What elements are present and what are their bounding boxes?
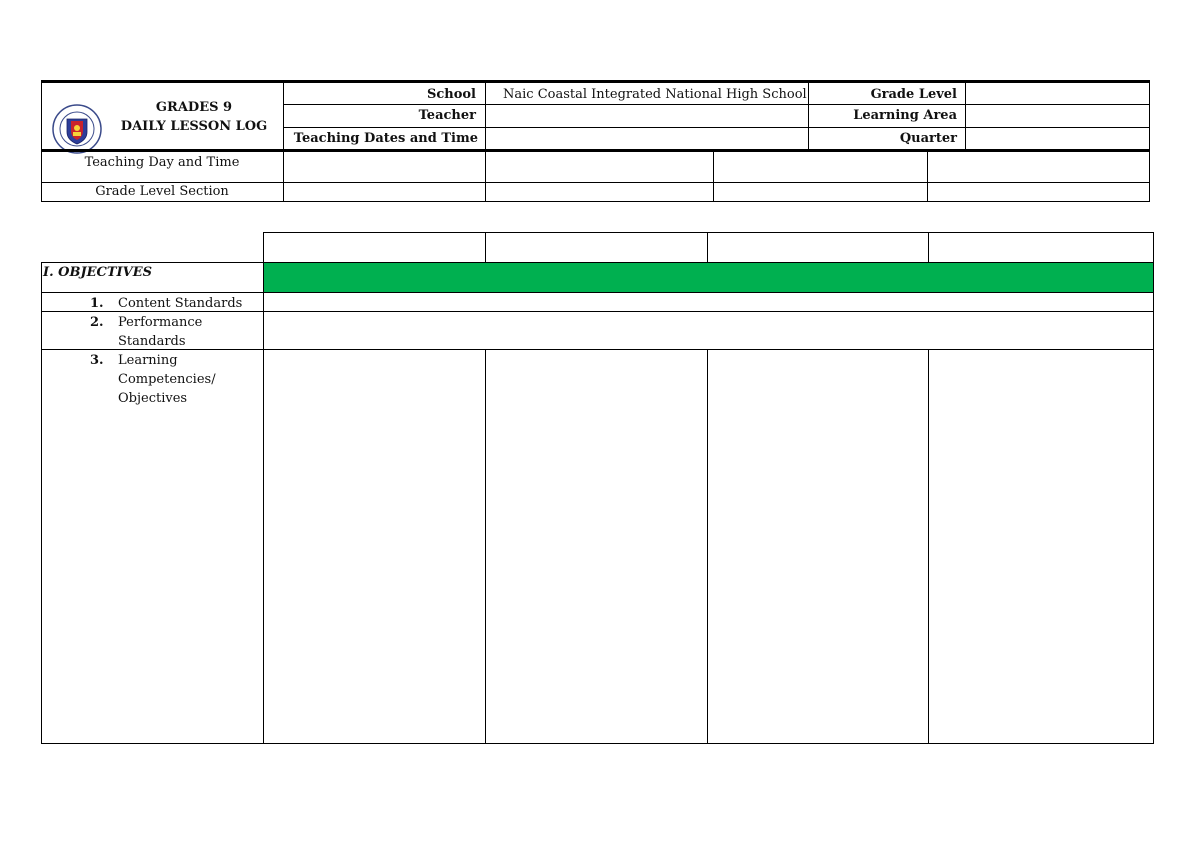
- objectives-color-bar: [264, 263, 1153, 292]
- title-grades: GRADES 9: [155, 100, 233, 115]
- school-label: School: [426, 87, 476, 102]
- grade-level-section-label: Grade Level Section: [95, 184, 229, 199]
- item-3-number: 3.: [90, 353, 104, 368]
- performance-standards-label-2: Standards: [118, 334, 186, 349]
- item-1-number: 1.: [90, 296, 104, 311]
- grade-level-label: Grade Level: [870, 87, 957, 102]
- teaching-day-time-label: Teaching Day and Time: [84, 155, 240, 170]
- quarter-label: Quarter: [899, 131, 957, 146]
- learning-competencies-label-1: Learning: [118, 353, 178, 368]
- objectives-heading: I. OBJECTIVES: [43, 265, 152, 280]
- school-value[interactable]: Naic Coastal Integrated National High School: [503, 87, 807, 102]
- learning-competencies-label-2: Competencies/: [118, 372, 216, 387]
- teaching-dates-label: Teaching Dates and Time: [293, 131, 478, 146]
- item-2-number: 2.: [90, 315, 104, 330]
- deped-seal-logo: [52, 104, 102, 154]
- performance-standards-label-1: Performance: [118, 315, 203, 330]
- content-standards-label: Content Standards: [118, 296, 243, 311]
- teacher-label: Teacher: [418, 108, 476, 123]
- learning-competencies-label-3: Objectives: [118, 391, 188, 406]
- learning-area-label: Learning Area: [853, 108, 957, 123]
- title-daily-lesson-log: DAILY LESSON LOG: [120, 119, 268, 134]
